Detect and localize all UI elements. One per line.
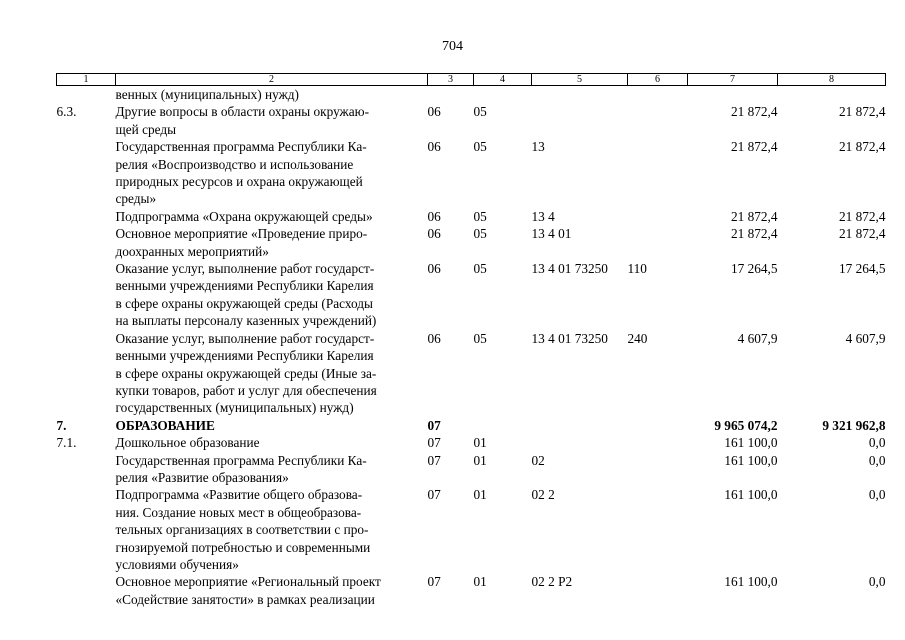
amount-year-1-line: 161 100,0 <box>724 452 778 468</box>
row-number-line <box>57 208 116 225</box>
row-name-line: венных (муниципальных) нужд) <box>115 87 299 102</box>
amount-year-1-line <box>688 86 778 103</box>
amount-year-2-line <box>778 86 886 103</box>
amount-year-2-line: 0,0 <box>868 452 886 468</box>
expense-type-code-line <box>628 452 688 469</box>
row-name-line: Основное мероприятие «Региональный проект <box>115 574 381 590</box>
amount-year-1-line: 21 872,4 <box>730 226 778 242</box>
expense-type-code-line <box>628 573 688 590</box>
subsection-code <box>474 260 532 330</box>
amount-year-2 <box>778 417 886 434</box>
expense-type-code <box>628 434 688 451</box>
expense-type-code <box>628 208 688 225</box>
row-name <box>116 208 428 225</box>
row-number <box>57 86 116 104</box>
table-row <box>57 486 886 573</box>
row-number-line <box>57 86 116 103</box>
amount-year-1 <box>688 452 778 487</box>
target-article-code <box>532 225 628 260</box>
row-name-line: релия «Развитие образования» <box>115 469 289 485</box>
target-article-code-line: 02 2 <box>531 487 555 503</box>
row-number <box>57 208 116 225</box>
section-code <box>428 225 474 260</box>
expense-type-code <box>628 138 688 208</box>
amount-year-2 <box>778 260 886 330</box>
subsection-code-line: 05 <box>473 208 487 224</box>
row-number <box>57 434 116 451</box>
expense-type-code <box>628 103 688 138</box>
amount-year-1 <box>688 103 778 138</box>
row-name-line: гнозируемой потребностью и современными <box>115 539 371 555</box>
section-code <box>428 452 474 487</box>
row-name <box>116 138 428 208</box>
row-name-line: Основное мероприятие «Проведение приро- <box>115 226 368 242</box>
row-name-line: на выплаты персоналу казенных учреждений) <box>115 313 377 329</box>
table-row <box>57 208 886 225</box>
section-code <box>428 103 474 138</box>
expense-type-code-line <box>628 434 688 451</box>
section-code-line: 06 <box>427 261 441 277</box>
subsection-code <box>474 573 532 608</box>
target-article-code-line: 13 4 01 73250 <box>531 261 608 277</box>
section-code <box>428 434 474 451</box>
amount-year-1 <box>688 417 778 434</box>
section-code-line: 07 <box>427 487 441 503</box>
table-body <box>57 86 886 609</box>
target-article-code <box>532 573 628 608</box>
amount-year-2-line: 0,0 <box>868 574 886 590</box>
amount-year-2 <box>778 486 886 573</box>
target-article-code <box>532 434 628 451</box>
subsection-code-line: 01 <box>473 487 487 503</box>
column-header: 6 <box>628 74 688 86</box>
row-name-line: среды» <box>115 191 157 207</box>
section-code-line: 06 <box>427 226 441 242</box>
section-code-line: 07 <box>427 417 441 433</box>
row-number <box>57 225 116 260</box>
row-name <box>116 573 428 608</box>
amount-year-1-line: 9 965 074,2 <box>714 417 778 433</box>
section-code <box>428 573 474 608</box>
section-code-line: 07 <box>427 452 441 468</box>
table-row <box>57 260 886 330</box>
expense-type-code-line: 110 <box>627 261 647 277</box>
subsection-code <box>474 452 532 487</box>
amount-year-2 <box>778 86 886 104</box>
amount-year-1 <box>688 86 778 104</box>
row-name-line: «Содействие занятости» в рамках реализации <box>115 591 375 607</box>
section-code-line: 06 <box>427 139 441 155</box>
target-article-code-line: 13 <box>531 139 545 155</box>
column-header: 1 <box>57 74 116 86</box>
column-header: 4 <box>474 74 532 86</box>
subsection-code-line <box>474 417 532 434</box>
row-name-line: доохранных мероприятий» <box>115 243 269 259</box>
row-name <box>116 452 428 487</box>
expense-type-code <box>628 225 688 260</box>
section-code <box>428 486 474 573</box>
target-article-code <box>532 417 628 434</box>
column-header: 2 <box>116 74 428 86</box>
amount-year-2-line: 4 607,9 <box>845 330 886 346</box>
expense-type-code <box>628 486 688 573</box>
row-name-line: Оказание услуг, выполнение работ государст- <box>115 261 375 277</box>
expense-type-code-line <box>628 208 688 225</box>
amount-year-2-line: 0,0 <box>868 487 886 503</box>
row-number-line <box>57 573 116 590</box>
row-number <box>57 417 116 434</box>
target-article-code <box>532 452 628 487</box>
row-name-line: Оказание услуг, выполнение работ государст- <box>115 330 375 346</box>
target-article-code-line: 02 <box>531 452 545 468</box>
section-code <box>428 86 474 104</box>
column-number-row <box>57 74 886 86</box>
amount-year-2-line: 21 872,4 <box>838 208 886 224</box>
row-name-line: в сфере охраны окружающей среды (Расходы <box>115 295 373 311</box>
row-name-line: ния. Создание новых мест в общеобразова- <box>115 504 362 520</box>
target-article-code-line: 13 4 <box>531 208 555 224</box>
page-number: 704 <box>442 39 463 54</box>
subsection-code-line: 01 <box>473 435 487 451</box>
table-row <box>57 225 886 260</box>
row-name-line: Государственная программа Республики Ка- <box>115 139 367 155</box>
expense-type-code <box>628 86 688 104</box>
table-row <box>57 86 886 104</box>
row-number-line <box>57 452 116 469</box>
subsection-code-line: 05 <box>473 330 487 346</box>
row-name <box>116 225 428 260</box>
table-row <box>57 434 886 451</box>
row-name-line: Подпрограмма «Развитие общего образова- <box>115 487 363 503</box>
row-number <box>57 138 116 208</box>
table-row <box>57 330 886 417</box>
subsection-code-line: 05 <box>473 261 487 277</box>
subsection-code <box>474 138 532 208</box>
row-number <box>57 103 116 138</box>
expense-type-code <box>628 417 688 434</box>
subsection-code <box>474 103 532 138</box>
row-name-line: щей среды <box>115 121 177 137</box>
amount-year-1 <box>688 330 778 417</box>
amount-year-1-line: 161 100,0 <box>724 487 778 503</box>
row-number-line: 7.1. <box>56 435 77 451</box>
amount-year-2-line: 21 872,4 <box>838 139 886 155</box>
target-article-code <box>532 208 628 225</box>
amount-year-2-line: 21 872,4 <box>838 226 886 242</box>
subsection-code <box>474 434 532 451</box>
amount-year-2 <box>778 330 886 417</box>
row-name <box>116 417 428 434</box>
section-code-line <box>428 86 474 103</box>
target-article-code <box>532 138 628 208</box>
row-name <box>116 260 428 330</box>
amount-year-2 <box>778 103 886 138</box>
row-number-line: 7. <box>56 417 67 433</box>
subsection-code <box>474 86 532 104</box>
amount-year-1-line: 21 872,4 <box>730 208 778 224</box>
amount-year-1-line: 161 100,0 <box>724 435 778 451</box>
row-name-line: в сфере охраны окружающей среды (Иные за- <box>115 365 377 381</box>
target-article-code <box>532 260 628 330</box>
expense-type-code-line <box>628 103 688 120</box>
row-number-line <box>57 486 116 503</box>
row-name-line: Дошкольное образование <box>115 435 260 451</box>
row-name-line: купки товаров, работ и услуг для обеспечения <box>115 382 377 398</box>
target-article-code <box>532 103 628 138</box>
amount-year-2-line: 17 264,5 <box>838 261 886 277</box>
subsection-code <box>474 486 532 573</box>
target-article-code-line <box>532 86 628 103</box>
amount-year-2 <box>778 225 886 260</box>
subsection-code-line: 01 <box>473 574 487 590</box>
subsection-code-line: 05 <box>473 139 487 155</box>
expense-type-code-line <box>628 86 688 103</box>
amount-year-2 <box>778 434 886 451</box>
amount-year-1 <box>688 260 778 330</box>
table-row <box>57 452 886 487</box>
row-number <box>57 330 116 417</box>
row-name-line: условиями обучения» <box>115 556 239 572</box>
row-number <box>57 573 116 608</box>
amount-year-2 <box>778 573 886 608</box>
amount-year-2 <box>778 138 886 208</box>
expense-type-code-line <box>628 486 688 503</box>
amount-year-1 <box>688 225 778 260</box>
section-code <box>428 417 474 434</box>
target-article-code <box>532 330 628 417</box>
row-name-line: Государственная программа Республики Ка- <box>115 452 367 468</box>
row-name-line: Другие вопросы в области охраны окружаю- <box>115 104 369 120</box>
target-article-code-line <box>532 103 628 120</box>
row-name <box>116 434 428 451</box>
subsection-code-line: 01 <box>473 452 487 468</box>
expense-type-code-line <box>628 225 688 242</box>
budget-table <box>56 73 886 608</box>
expense-type-code-line <box>628 138 688 155</box>
subsection-code <box>474 417 532 434</box>
subsection-code <box>474 330 532 417</box>
row-number <box>57 452 116 487</box>
row-number-line <box>57 260 116 277</box>
row-number-line <box>57 225 116 242</box>
row-name-line: венными учреждениями Республики Карелия <box>115 348 374 364</box>
amount-year-1 <box>688 486 778 573</box>
target-article-code-line: 13 4 01 73250 <box>531 330 608 346</box>
amount-year-2-line: 0,0 <box>868 435 886 451</box>
column-header: 7 <box>688 74 778 86</box>
row-number-line <box>57 330 116 347</box>
amount-year-2-line: 9 321 962,8 <box>822 417 886 433</box>
expense-type-code <box>628 330 688 417</box>
amount-year-1 <box>688 434 778 451</box>
subsection-code <box>474 225 532 260</box>
row-name <box>116 86 428 104</box>
table-row <box>57 138 886 208</box>
table-row <box>57 103 886 138</box>
amount-year-2 <box>778 452 886 487</box>
target-article-code-line: 02 2 P2 <box>531 574 573 590</box>
amount-year-2 <box>778 208 886 225</box>
amount-year-2-line: 21 872,4 <box>838 104 886 120</box>
amount-year-1-line: 17 264,5 <box>730 261 778 277</box>
amount-year-1 <box>688 573 778 608</box>
row-name-line: природных ресурсов и охрана окружающей <box>115 174 363 190</box>
amount-year-1 <box>688 138 778 208</box>
row-name-line: тельных организациях в соответствии с про- <box>115 522 369 538</box>
column-header: 8 <box>778 74 886 86</box>
section-code <box>428 208 474 225</box>
column-header: 5 <box>532 74 628 86</box>
row-name-line: Подпрограмма «Охрана окружающей среды» <box>115 208 373 224</box>
row-name-line: венными учреждениями Республики Карелия <box>115 278 374 294</box>
table-row <box>57 573 886 608</box>
column-header: 3 <box>428 74 474 86</box>
row-name <box>116 486 428 573</box>
expense-type-code-line <box>628 417 688 434</box>
row-name-line: ОБРАЗОВАНИЕ <box>115 417 215 433</box>
row-name-line: государственных (муниципальных) нужд) <box>115 400 354 416</box>
target-article-code <box>532 86 628 104</box>
section-code <box>428 138 474 208</box>
table-row <box>57 417 886 434</box>
expense-type-code-line: 240 <box>627 330 648 346</box>
subsection-code <box>474 208 532 225</box>
amount-year-1 <box>688 208 778 225</box>
expense-type-code <box>628 260 688 330</box>
amount-year-1-line: 21 872,4 <box>730 139 778 155</box>
section-code <box>428 330 474 417</box>
amount-year-1-line: 21 872,4 <box>730 104 778 120</box>
row-name <box>116 103 428 138</box>
row-number-line: 6.3. <box>56 104 77 120</box>
subsection-code-line <box>474 86 532 103</box>
target-article-code-line <box>532 434 628 451</box>
section-code-line: 06 <box>427 208 441 224</box>
row-number <box>57 260 116 330</box>
target-article-code-line <box>532 417 628 434</box>
amount-year-1-line: 161 100,0 <box>724 574 778 590</box>
amount-year-1-line: 4 607,9 <box>737 330 778 346</box>
section-code-line: 07 <box>427 435 441 451</box>
section-code-line: 06 <box>427 330 441 346</box>
section-code-line: 07 <box>427 574 441 590</box>
subsection-code-line: 05 <box>473 226 487 242</box>
row-number <box>57 486 116 573</box>
target-article-code <box>532 486 628 573</box>
row-number-line <box>57 138 116 155</box>
target-article-code-line: 13 4 01 <box>531 226 572 242</box>
expense-type-code <box>628 452 688 487</box>
row-name <box>116 330 428 417</box>
section-code-line: 06 <box>427 104 441 120</box>
subsection-code-line: 05 <box>473 104 487 120</box>
expense-type-code <box>628 573 688 608</box>
row-name-line: релия «Воспроизводство и использование <box>115 156 354 172</box>
section-code <box>428 260 474 330</box>
